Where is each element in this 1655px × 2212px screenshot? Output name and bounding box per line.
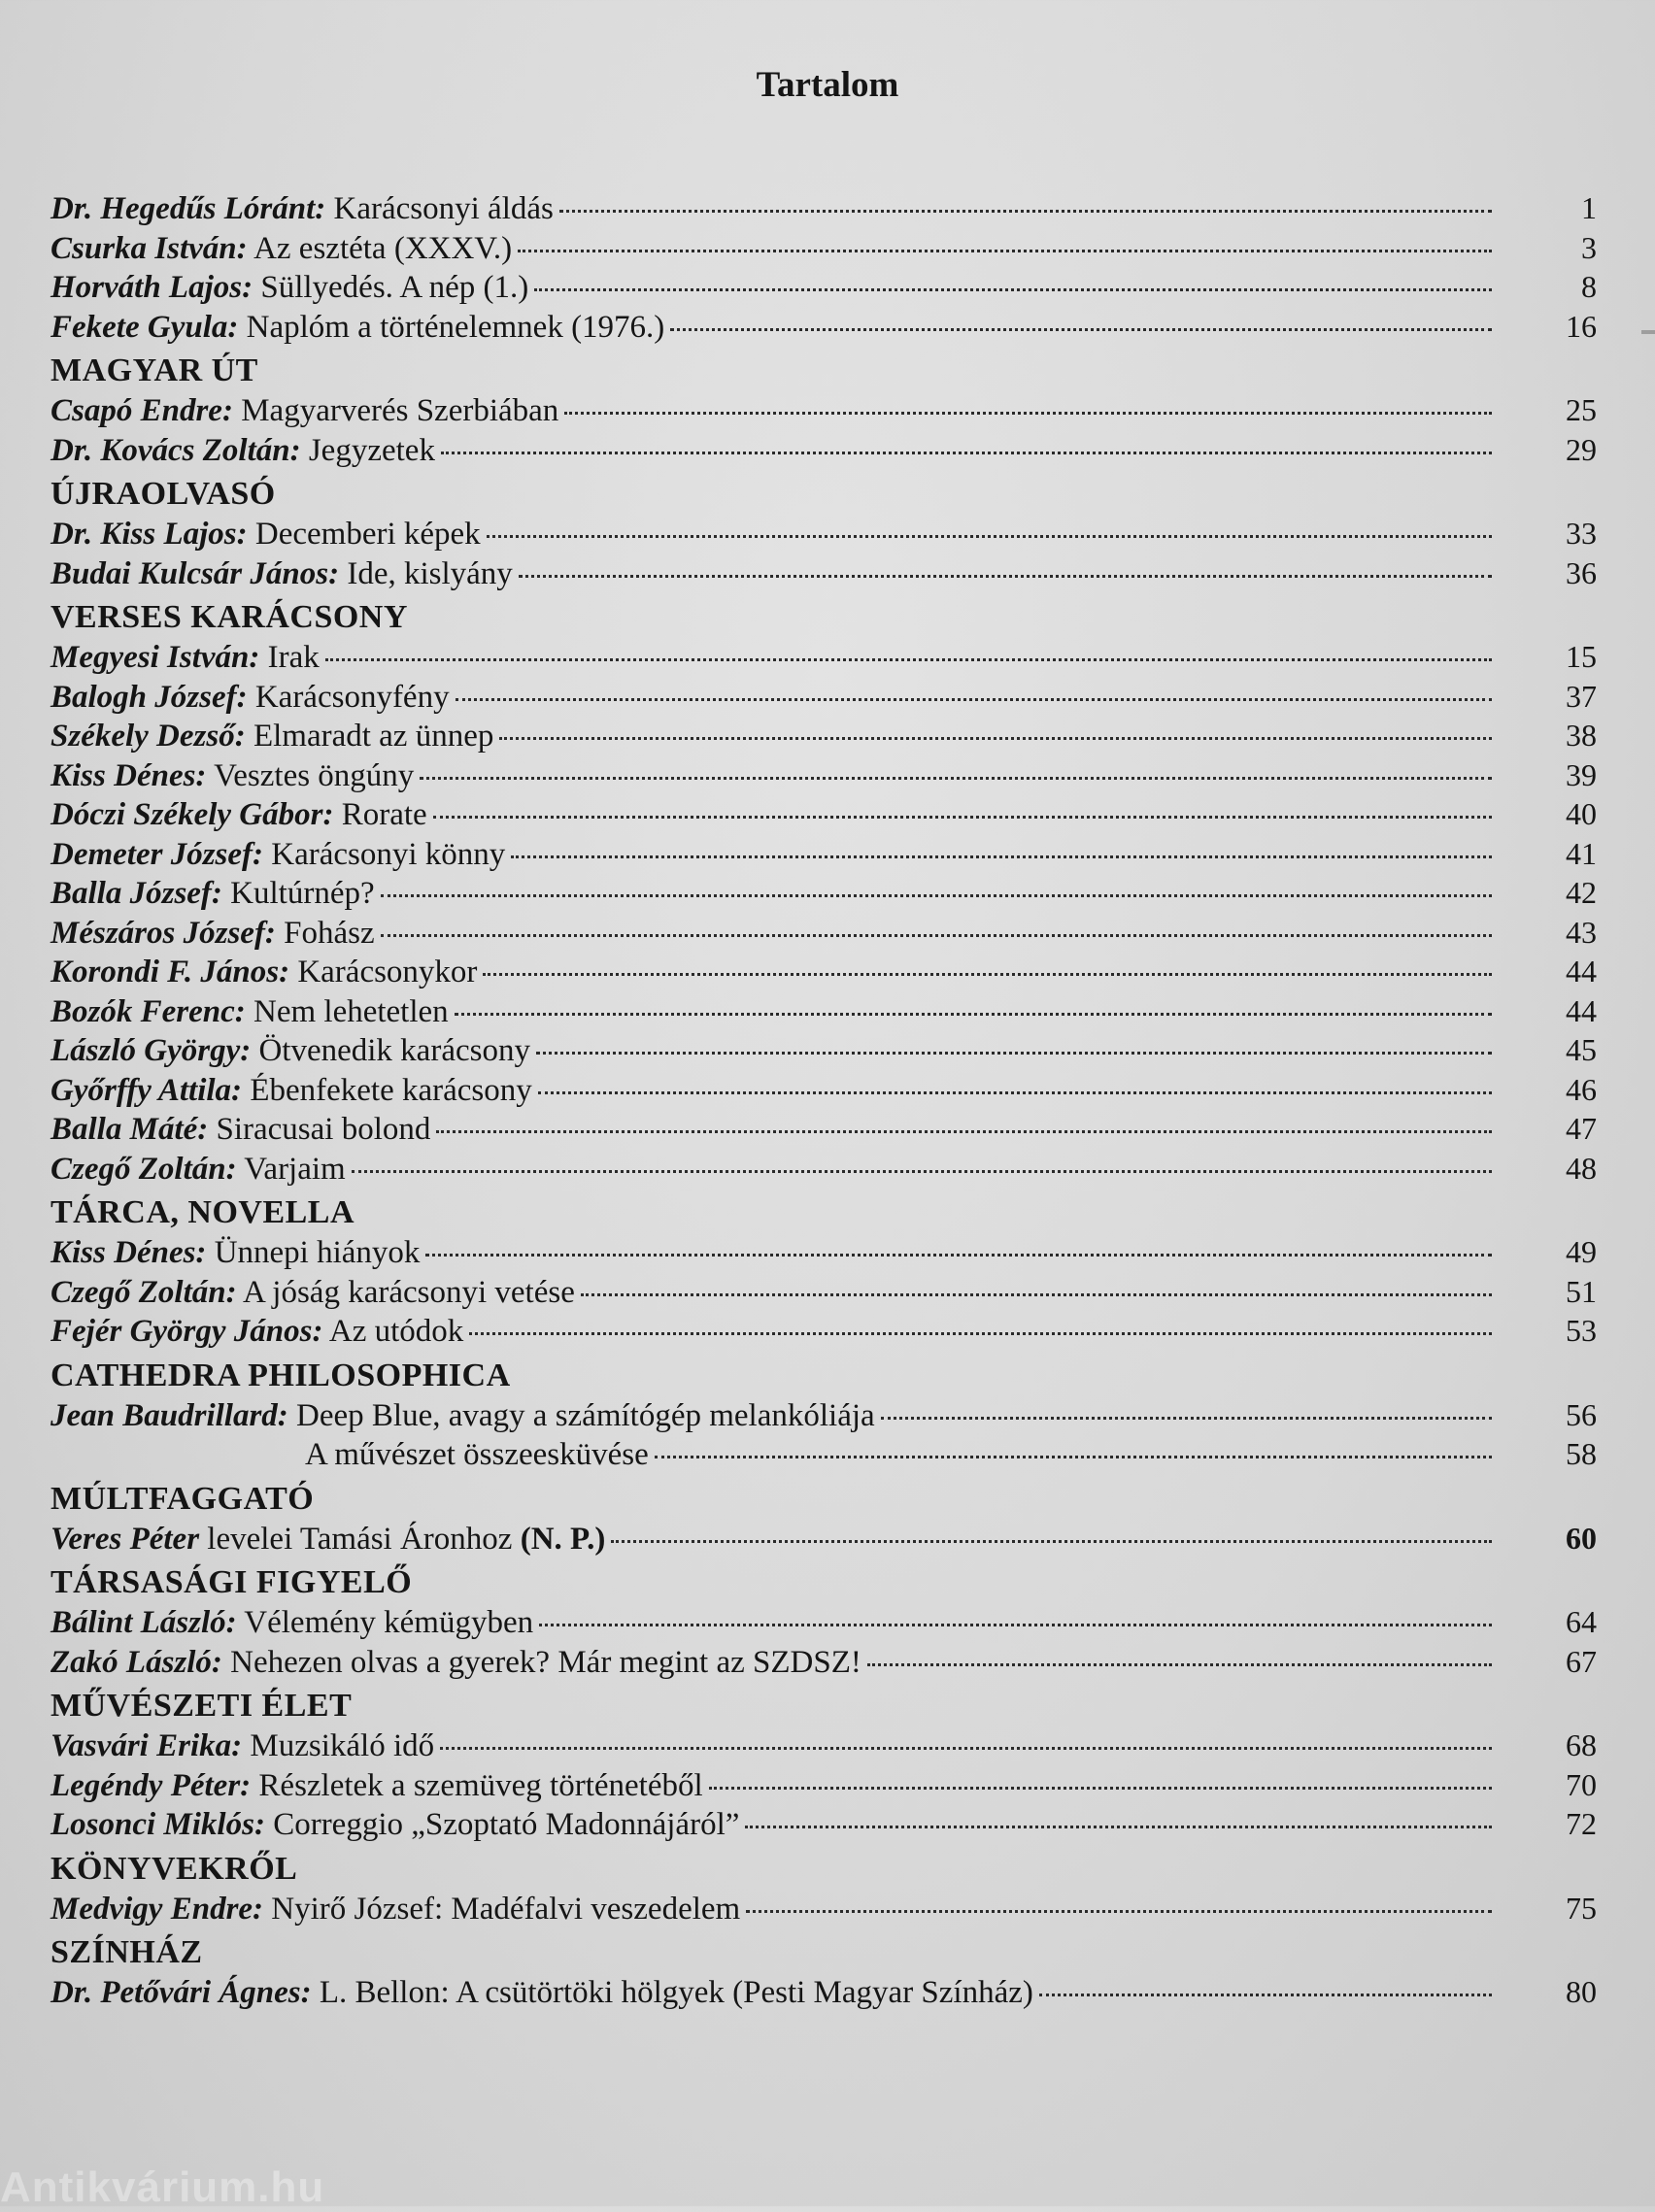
section-heading: MAGYAR ÚT: [51, 352, 258, 388]
section-heading: KÖNYVEKRŐL: [51, 1850, 298, 1887]
page-number: 51: [1566, 1273, 1597, 1309]
toc-entry[interactable]: [51, 1726, 1604, 1765]
page-number: 40: [1566, 796, 1597, 831]
entry-text: [51, 1890, 740, 1929]
section-heading: CATHEDRA PHILOSOPHICA: [51, 1357, 511, 1393]
toc-entry[interactable]: [51, 1602, 1604, 1642]
dot-leader: [352, 1170, 1492, 1173]
entry-author: Csapó Endre:: [51, 393, 233, 428]
entry-title: Karácsonyi áldás: [333, 191, 554, 226]
dot-leader: [745, 1826, 1492, 1828]
page-number: 36: [1566, 554, 1597, 590]
page-number: 15: [1566, 639, 1597, 674]
entry-author: Dr. Kovács Zoltán:: [51, 432, 301, 468]
page-number: 3: [1581, 229, 1597, 265]
entry-text: [51, 835, 505, 875]
page-number: 8: [1581, 269, 1597, 304]
entry-text: [51, 638, 320, 678]
dot-leader: [420, 777, 1492, 780]
dot-leader: [325, 658, 1492, 661]
entry-author: Dóczi Székely Gábor:: [51, 797, 334, 832]
entry-title: Jegyzetek: [308, 432, 435, 468]
page-number: 72: [1566, 1806, 1597, 1841]
entry-text: [51, 1273, 575, 1313]
entry-text: [51, 678, 450, 718]
watermark: Antikvárium.hu: [0, 2163, 325, 2211]
page-number: 60: [1566, 1520, 1597, 1556]
toc-entry[interactable]: [51, 188, 1604, 228]
dot-leader: [455, 1013, 1492, 1016]
toc-entry[interactable]: [51, 873, 1604, 913]
entry-title: Elmaradt az ünnep: [253, 719, 494, 754]
entry-text: [51, 1805, 739, 1845]
entry-text: [51, 914, 375, 954]
entry-author: Székely Dezső:: [51, 719, 246, 754]
toc-entry[interactable]: [51, 267, 1604, 307]
entry-title: Karácsonyfény: [254, 679, 450, 715]
entry-author: Horváth Lajos:: [51, 270, 253, 305]
table-of-contents: [51, 188, 1604, 2012]
dot-leader: [611, 1540, 1492, 1543]
toc-entry[interactable]: [51, 1395, 1604, 1435]
dot-leader: [564, 412, 1492, 415]
page-number: 39: [1566, 756, 1597, 792]
entry-author: Budai Kulcsár János:: [51, 555, 340, 591]
toc-entry[interactable]: [51, 1311, 1604, 1351]
entry-title: Ide, kislyány: [347, 555, 513, 591]
section-heading: MÚLTFAGGATÓ: [51, 1480, 315, 1517]
page-number: 33: [1566, 516, 1597, 551]
toc-entry[interactable]: [51, 794, 1604, 834]
toc-entry[interactable]: [51, 952, 1604, 991]
entry-text: [51, 189, 554, 229]
entry-author: László György:: [51, 1033, 252, 1068]
entry-title: Rorate: [341, 797, 427, 832]
entry-author: Vasvári Erika:: [51, 1728, 243, 1763]
entry-author: Bozók Ferenc:: [51, 993, 246, 1029]
entry-text: [51, 992, 449, 1032]
page-number: 1: [1581, 190, 1597, 225]
page-number: 43: [1566, 914, 1597, 950]
dot-leader: [670, 328, 1492, 331]
dot-leader: [469, 1332, 1492, 1335]
page-number: 16: [1566, 308, 1597, 344]
dot-leader: [440, 1747, 1492, 1750]
entry-title: levelei Tamási Áronhoz: [207, 1521, 513, 1557]
entry-text: [51, 308, 664, 348]
toc-entry[interactable]: [51, 834, 1604, 874]
section-heading: SZÍNHÁZ: [51, 1934, 203, 1970]
toc-entry[interactable]: [51, 1804, 1604, 1844]
toc-entry[interactable]: [51, 1642, 1604, 1682]
entry-text: [51, 1520, 605, 1559]
toc-entry[interactable]: [51, 991, 1604, 1031]
entry-author: Balla József:: [51, 876, 222, 911]
dot-leader: [433, 816, 1492, 819]
entry-title: Karácsonykor: [297, 955, 478, 989]
entry-text: [51, 554, 513, 594]
entry-author: Dr. Hegedűs Lóránt:: [51, 191, 326, 226]
entry-title: Ünnepi hiányok: [214, 1235, 421, 1270]
entry-author: Demeter József:: [51, 836, 264, 872]
entry-title: Siracusai bolond: [216, 1112, 431, 1147]
entry-title: A jóság karácsonyi vetése: [243, 1274, 575, 1310]
toc-entry[interactable]: [51, 430, 1604, 470]
toc-entry[interactable]: [51, 1109, 1604, 1149]
page-number: 80: [1566, 1974, 1597, 2009]
toc-entry[interactable]: [51, 716, 1604, 755]
entry-title: Nehezen olvas a gyerek? Már megint az SZDSZ!: [230, 1644, 861, 1680]
toc-entry[interactable]: [51, 1519, 1604, 1558]
entry-text: [51, 391, 558, 431]
section-heading: MŰVÉSZETI ÉLET: [51, 1688, 353, 1724]
dot-leader: [425, 1254, 1492, 1257]
dot-leader: [381, 894, 1492, 897]
dot-leader: [1039, 1994, 1492, 1996]
dot-leader: [655, 1456, 1492, 1458]
toc-entry[interactable]: [51, 228, 1604, 268]
dot-leader: [867, 1663, 1492, 1666]
entry-text: [51, 1766, 703, 1806]
toc-entry[interactable]: [51, 637, 1604, 677]
dot-leader: [483, 973, 1492, 976]
entry-text: [51, 1396, 875, 1436]
entry-author: Losonci Miklós:: [51, 1807, 265, 1842]
page-number: 68: [1566, 1727, 1597, 1762]
dot-leader: [534, 288, 1492, 291]
entry-author: Dr. Kiss Lajos:: [51, 517, 248, 552]
toc-entry[interactable]: [51, 1232, 1604, 1272]
entry-author: Balogh József:: [51, 679, 248, 715]
entry-text: [51, 1312, 463, 1352]
entry-author: Veres Péter: [51, 1521, 200, 1557]
entry-text: [51, 756, 414, 796]
entry-author: Dr. Petővári Ágnes:: [51, 1975, 312, 2010]
entry-title: Ébenfekete karácsony: [250, 1072, 532, 1108]
dot-leader: [456, 698, 1492, 701]
section-heading: TÁRCA, NOVELLA: [51, 1194, 355, 1230]
toc-entry[interactable]: [51, 755, 1604, 795]
page-number: 46: [1566, 1071, 1597, 1107]
page-title: Tartalom: [756, 65, 899, 105]
entry-title: Kultúrnép?: [230, 876, 375, 911]
entry-author: Fejér György János:: [51, 1314, 323, 1349]
page-number: 56: [1566, 1396, 1597, 1432]
entry-title: Részletek a szemüveg történetéből: [258, 1767, 703, 1803]
entry-initials: (N. P.): [520, 1521, 606, 1557]
page-number: 48: [1566, 1150, 1597, 1186]
entry-text: [51, 229, 512, 269]
dot-leader: [559, 210, 1492, 213]
toc-entry[interactable]: [51, 1889, 1604, 1928]
entry-title: Az esztéta (XXXV.): [253, 230, 513, 266]
dot-leader: [499, 737, 1492, 740]
entry-text: [51, 953, 477, 992]
entry-author: Mészáros József:: [51, 915, 276, 951]
page-number: 42: [1566, 875, 1597, 910]
entry-title: Az utódok: [328, 1314, 464, 1349]
entry-title: A művészet összeesküvése: [305, 1437, 649, 1472]
entry-title: Nyirő József: Madéfalvi veszedelem: [271, 1891, 741, 1927]
page-number: 47: [1566, 1111, 1597, 1146]
toc-entry[interactable]: [51, 307, 1604, 347]
entry-text: [51, 1435, 649, 1475]
section-heading: VERSES KARÁCSONY: [51, 599, 408, 635]
entry-author: Jean Baudrillard:: [51, 1397, 288, 1433]
page-number: 49: [1566, 1234, 1597, 1269]
entry-text: [51, 1150, 346, 1190]
dot-leader: [518, 250, 1492, 252]
entry-text: [51, 1973, 1033, 2013]
entry-title: Muzsikáló idő: [250, 1728, 435, 1763]
page-number: 41: [1566, 835, 1597, 871]
entry-text: [51, 1643, 861, 1683]
entry-author: Czegő Zoltán:: [51, 1274, 237, 1310]
page-number: 37: [1566, 678, 1597, 714]
entry-title: Magyarverés Szerbiában: [241, 393, 559, 428]
page-number: 38: [1566, 718, 1597, 753]
entry-text: [51, 431, 435, 471]
dot-leader: [581, 1293, 1492, 1296]
toc-entry[interactable]: [51, 553, 1604, 593]
entry-text: [51, 1110, 430, 1150]
entry-text: [51, 1031, 530, 1071]
page-number: 25: [1566, 392, 1597, 427]
toc-entry[interactable]: [51, 1272, 1604, 1312]
dot-leader: [746, 1910, 1492, 1913]
dot-leader: [436, 1130, 1492, 1133]
entry-title: Fohász: [284, 915, 375, 951]
entry-title: Vélemény kémügyben: [244, 1605, 534, 1640]
entry-author: Győrffy Attila:: [51, 1072, 243, 1108]
entry-title: Süllyedés. A nép (1.): [260, 270, 529, 305]
page-edge-mark: [1641, 330, 1655, 334]
entry-text: [51, 515, 481, 554]
entry-author: Balla Máté:: [51, 1112, 209, 1147]
toc-entry[interactable]: [51, 1070, 1604, 1110]
toc-entry[interactable]: [51, 1765, 1604, 1805]
entry-text: [51, 268, 528, 308]
entry-text: [51, 1603, 533, 1643]
page-number: 67: [1566, 1643, 1597, 1679]
entry-title: Karácsonyi könny: [271, 836, 506, 872]
entry-title: Naplóm a történelemnek (1976.): [246, 309, 665, 345]
dot-leader: [538, 1091, 1492, 1094]
entry-text: [51, 1071, 532, 1111]
entry-author: Bálint László:: [51, 1605, 237, 1640]
toc-entry[interactable]: [51, 677, 1604, 717]
page-number: 44: [1566, 954, 1597, 989]
entry-title: L. Bellon: A csütörtöki hölgyek (Pesti Magyar Színház): [319, 1975, 1033, 2010]
dot-leader: [381, 934, 1492, 937]
entry-author: Kiss Dénes:: [51, 1235, 207, 1270]
entry-author: Zakó László:: [51, 1644, 222, 1680]
toc-entry[interactable]: [51, 1149, 1604, 1189]
page-number: 53: [1566, 1313, 1597, 1348]
entry-title: Irak: [267, 640, 320, 675]
toc-entry[interactable]: [51, 913, 1604, 953]
entry-title: Ötvenedik karácsony: [258, 1033, 530, 1068]
entry-title: Decemberi képek: [254, 517, 481, 552]
dot-leader: [539, 1624, 1492, 1626]
entry-text: [51, 717, 493, 756]
entry-author: Korondi F. János:: [51, 955, 290, 989]
entry-title: Correggio „Szoptató Madonnájáról”: [273, 1807, 740, 1842]
entry-author: Medvigy Endre:: [51, 1891, 264, 1927]
dot-leader: [511, 855, 1492, 858]
entry-text: [51, 874, 375, 914]
page-number: 75: [1566, 1890, 1597, 1926]
entry-author: Czegő Zoltán:: [51, 1151, 237, 1187]
page-number: 58: [1566, 1436, 1597, 1471]
toc-entry[interactable]: [51, 390, 1604, 430]
dot-leader: [536, 1052, 1492, 1055]
toc-entry[interactable]: [51, 1030, 1604, 1070]
dot-leader: [519, 575, 1492, 578]
entry-author: Legéndy Péter:: [51, 1767, 252, 1803]
entry-author: Kiss Dénes:: [51, 757, 207, 793]
dot-leader: [487, 535, 1492, 538]
entry-text: [51, 1726, 434, 1766]
entry-title: Nem lehetetlen: [253, 993, 449, 1029]
page-number: 70: [1566, 1766, 1597, 1802]
page-number: 64: [1566, 1604, 1597, 1639]
toc-entry[interactable]: [51, 1434, 1604, 1474]
entry-text: [51, 1233, 420, 1273]
entry-title: Deep Blue, avagy a számítógép melankóliája: [296, 1397, 875, 1433]
page-number: 44: [1566, 992, 1597, 1028]
dot-leader: [881, 1417, 1492, 1420]
entry-author: Fekete Gyula:: [51, 309, 239, 345]
page-number: 45: [1566, 1032, 1597, 1067]
entry-title: Vesztes öngúny: [214, 757, 415, 793]
dot-leader: [709, 1787, 1492, 1790]
section-heading: TÁRSASÁGI FIGYELŐ: [51, 1564, 413, 1600]
section-heading: ÚJRAOLVASÓ: [51, 476, 276, 512]
entry-text: [51, 795, 427, 835]
toc-entry[interactable]: [51, 514, 1604, 553]
page-number: 29: [1566, 431, 1597, 467]
toc-entry[interactable]: [51, 1972, 1604, 2012]
dot-leader: [441, 452, 1492, 454]
entry-title: Varjaim: [244, 1151, 346, 1187]
entry-author: Megyesi István:: [51, 640, 260, 675]
entry-author: Csurka István:: [51, 230, 248, 266]
